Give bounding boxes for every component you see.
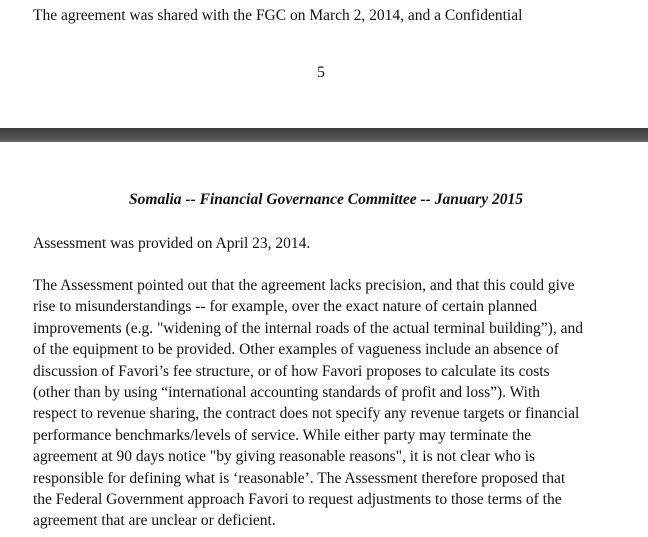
current-page-top: [0, 142, 648, 537]
text-line: Assessment was provided on April 23, 2014.: [33, 235, 311, 252]
text-line: the Federal Government approach Favori to request adjustments to those terms of the: [33, 491, 562, 509]
text-line: performance benchmarks/levels of service. While either party may terminate the: [33, 426, 532, 444]
text-line: improvements (e.g. "widening of the internal roads of the actual terminal building”), and: [33, 319, 583, 337]
page-number-text: 5: [317, 64, 325, 81]
text-line: agreement at 90 days notice "by giving reasonable reasons", it is not clear who is: [33, 448, 536, 466]
text-line: rise to misunderstandings -- for example, over the exact nature of certain planned: [33, 298, 537, 316]
text-line: The Assessment pointed out that the agreement lacks precision, and that this could give: [33, 277, 575, 294]
text-line: responsible for defining what is ‘reasonable’. The Assessment therefore proposed that: [33, 469, 566, 487]
running-header: [0, 190, 648, 210]
previous-page-last-line: The agreement was shared with the FGC on March 2, 2014, and a Confidential: [33, 7, 523, 24]
running-header-text: Somalia -- Financial Governance Committee -- January 2015: [129, 191, 523, 208]
paragraph-assessment: [33, 275, 618, 532]
text-line: agreement that are unclear or deficient.: [33, 512, 276, 530]
text-line: discussion of Favori’s fee structure, or of how Favori proposes to calculate its costs: [33, 362, 550, 380]
text-line: of the equipment to be provided. Other examples of vagueness include an absence of: [33, 341, 559, 359]
text-line: respect to revenue sharing, the contract does not specify any revenue targets or financial: [33, 405, 580, 423]
page-number: [0, 63, 648, 83]
previous-page-bottom: [0, 0, 648, 128]
text-line: (other than by using “international accounting standards of profit and loss”). With: [33, 384, 541, 402]
paragraph-continuation: [33, 233, 618, 254]
page-separator: [0, 128, 648, 142]
